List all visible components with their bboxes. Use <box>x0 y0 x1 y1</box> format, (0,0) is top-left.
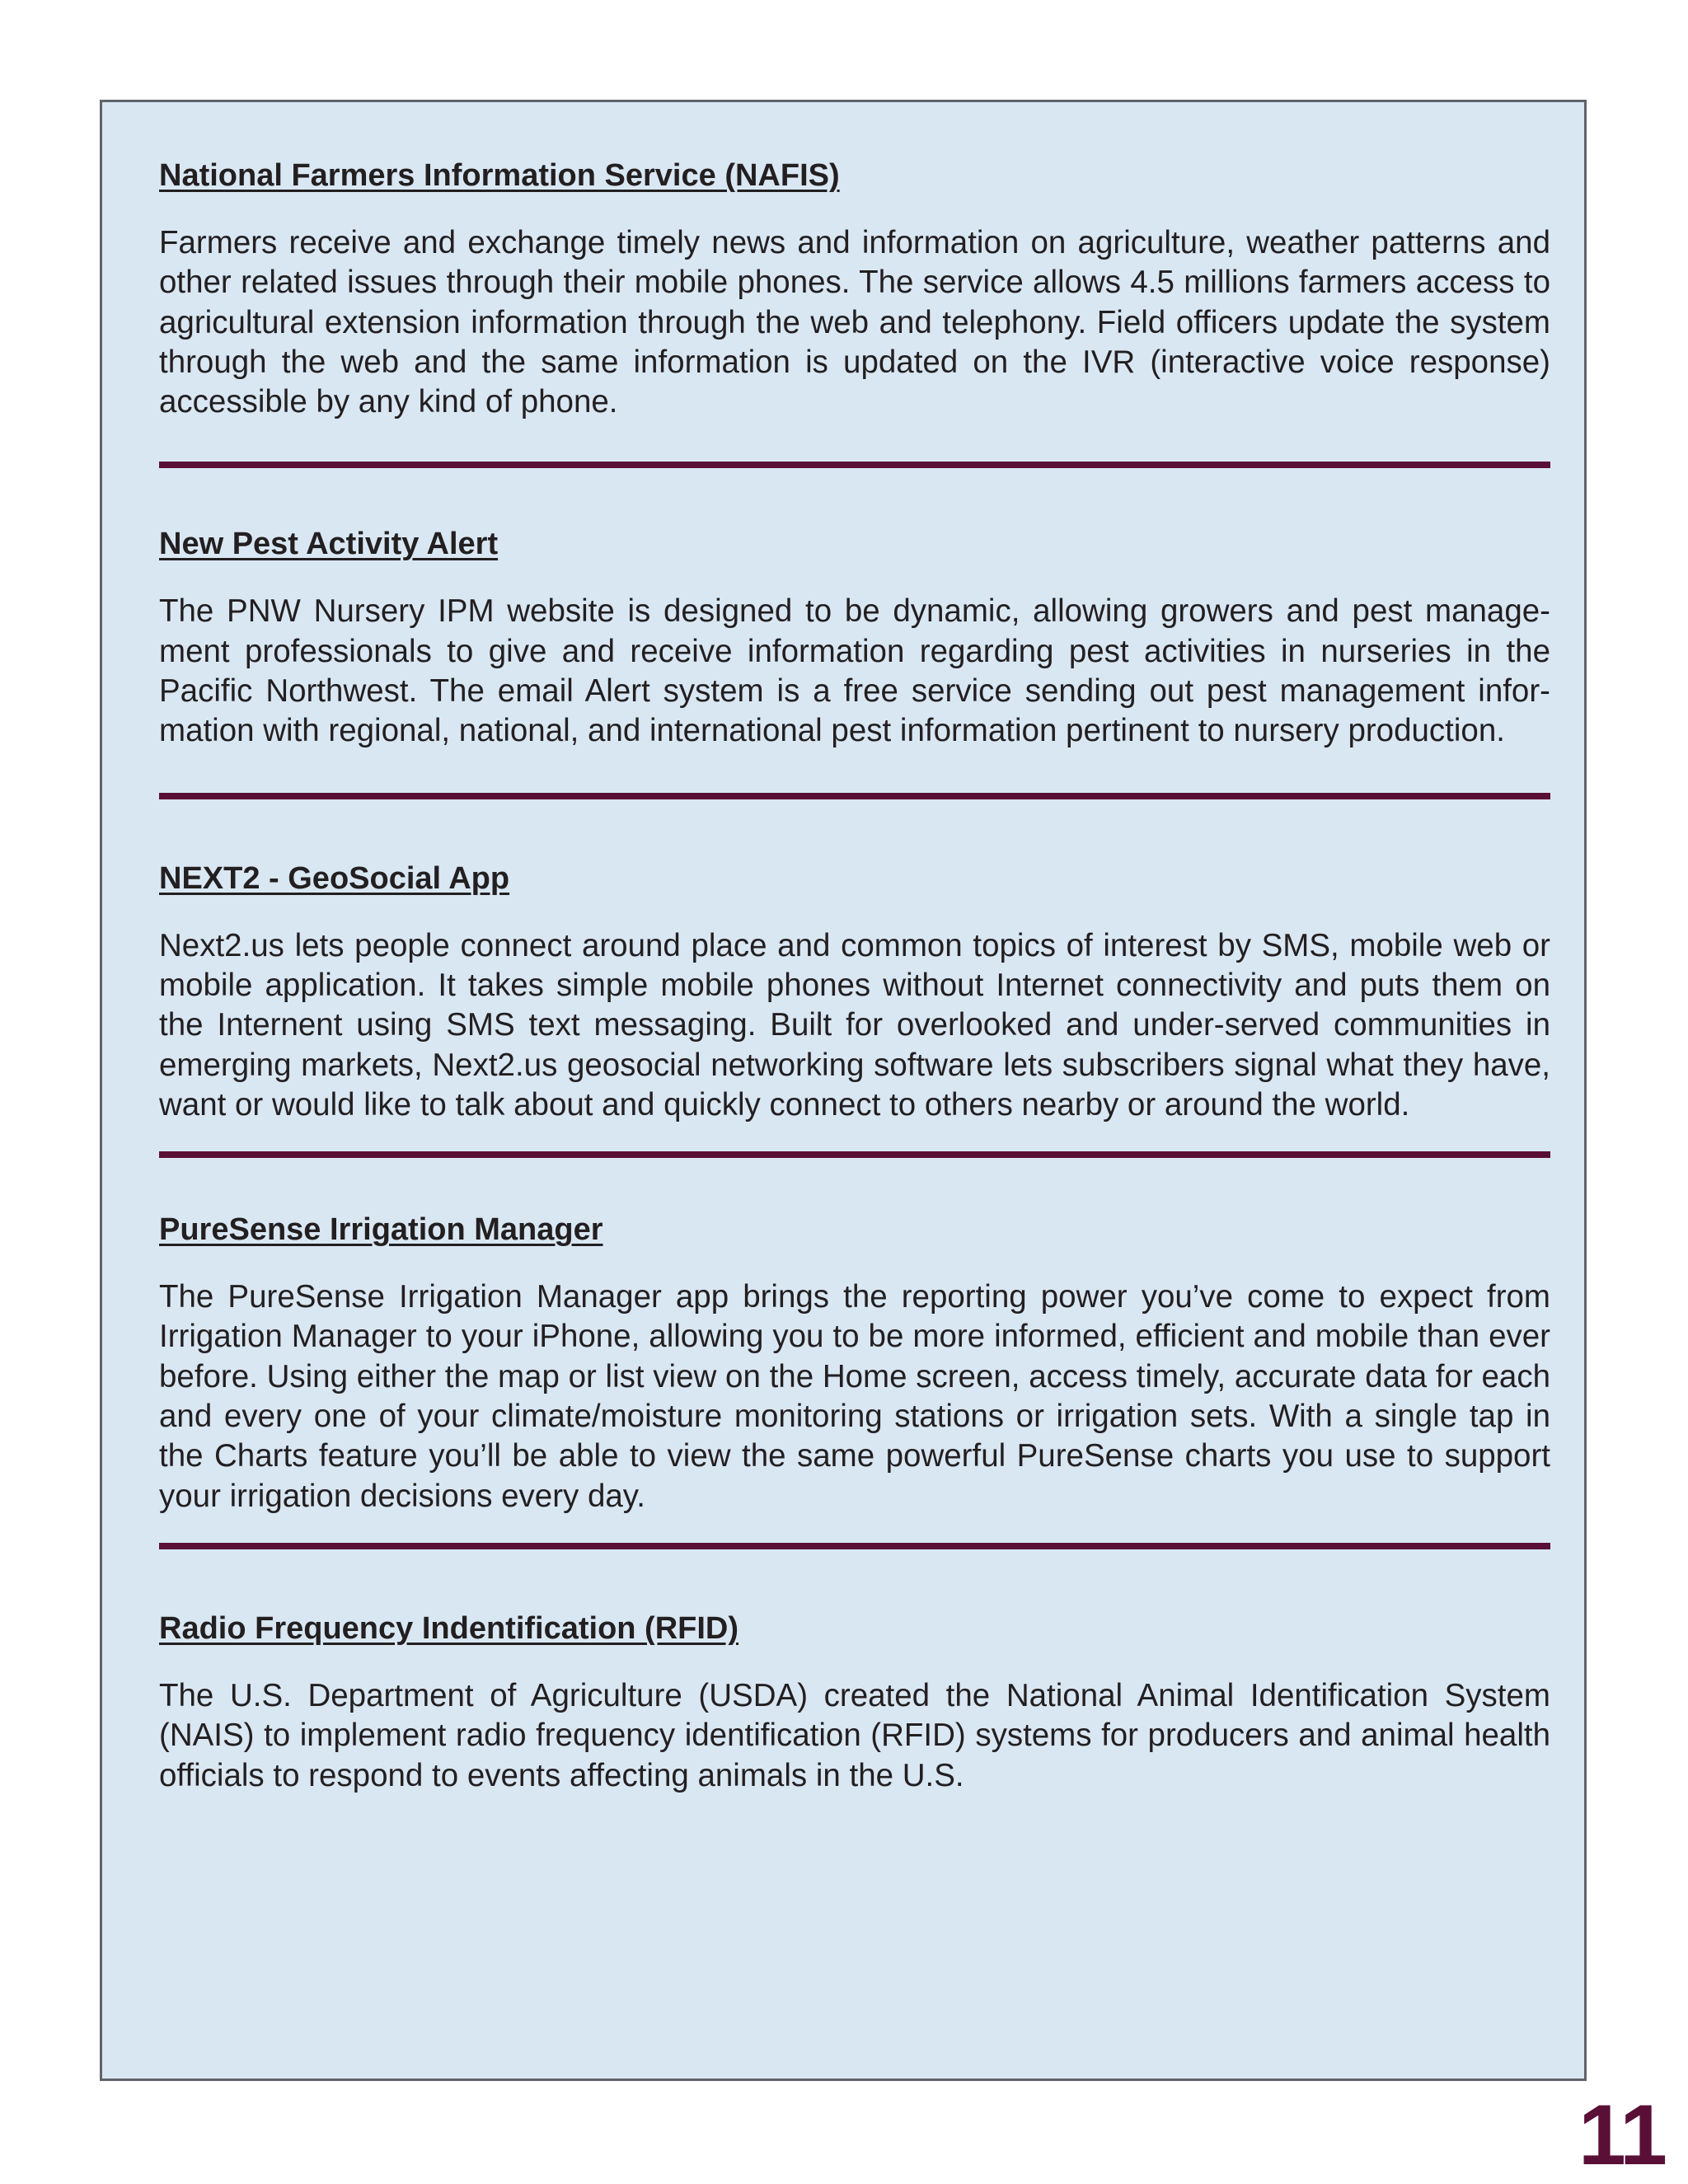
page-number: 11 <box>1578 2088 1666 2183</box>
section-divider <box>159 1151 1550 1158</box>
entry-body: The PNW Nursery IPM website is designed to be dynamic, allowing growers and pest management professionals to give and receive information regarding pest activities in nurseries in the Pacific Northwest. The email Alert system is a free service sending out pest management information with regional, national, and international pest information pertinent to nursery production. <box>159 593 1550 749</box>
entry-nafis <box>159 155 1550 422</box>
entry-title: NEXT2 - GeoSocial App <box>159 860 510 896</box>
content-panel <box>100 100 1587 2081</box>
entry-body: The U.S. Department of Agriculture (USDA) created the National Animal Identification System (NAIS) to implement radio frequency identification (RFID) systems for producers and animal health officials to respond to events affecting animals in the U.S. <box>159 1677 1550 1793</box>
entry-next2 <box>159 858 1550 1125</box>
entry-title: National Farmers Information Service (NAFIS) <box>159 158 840 193</box>
entry-title: New Pest Activity Alert <box>159 527 499 562</box>
entry-puresense <box>159 1209 1550 1516</box>
entry-title: Radio Frequency Indentification (RFID) <box>159 1610 739 1646</box>
entry-title: PureSense Irrigation Manager <box>159 1212 603 1248</box>
entry-pest-alert <box>159 523 1550 751</box>
entries-list <box>159 155 1550 1796</box>
entry-body: Farmers receive and exchange timely news and information on agriculture, weather patterns and other related issues through their mobile phones. The service allows 4.5 millions farmers access to agricultural extension information through the web and telephony. Field officers update the system through the web and the same information is updated on the IVR (interactive voice response) accessible by any kind of phone. <box>159 225 1550 420</box>
entry-body: The PureSense Irrigation Manager app brings the reporting power you’ve come to expect from Irrigation Manager to your iPhone, allowing you to be more informed, efficient and mobile than ever before. Using either the map or list view on the Home screen, access timely, accurate data for each and every one of your climate/moisture monitoring stations or irrigation sets. With a single tap in the Charts feature you’ll be able to view the same powerful PureSense charts you use to support your irrigation decisions every day. <box>159 1279 1550 1514</box>
section-divider <box>159 1543 1550 1549</box>
section-divider <box>159 793 1550 799</box>
section-divider <box>159 462 1550 468</box>
entry-rfid <box>159 1608 1550 1796</box>
entry-body: Next2.us lets people connect around place and common topics of interest by SMS, mobile web or mobile application. It takes simple mobile phones without Internet connectivity and puts them on the Internent using SMS text messaging. Built for overlooked and under-served communities in emerging markets, Next2.us geosocial networking software lets subscribers signal what they have, want or would like to talk about and quickly connect to others nearby or around the world. <box>159 927 1550 1122</box>
